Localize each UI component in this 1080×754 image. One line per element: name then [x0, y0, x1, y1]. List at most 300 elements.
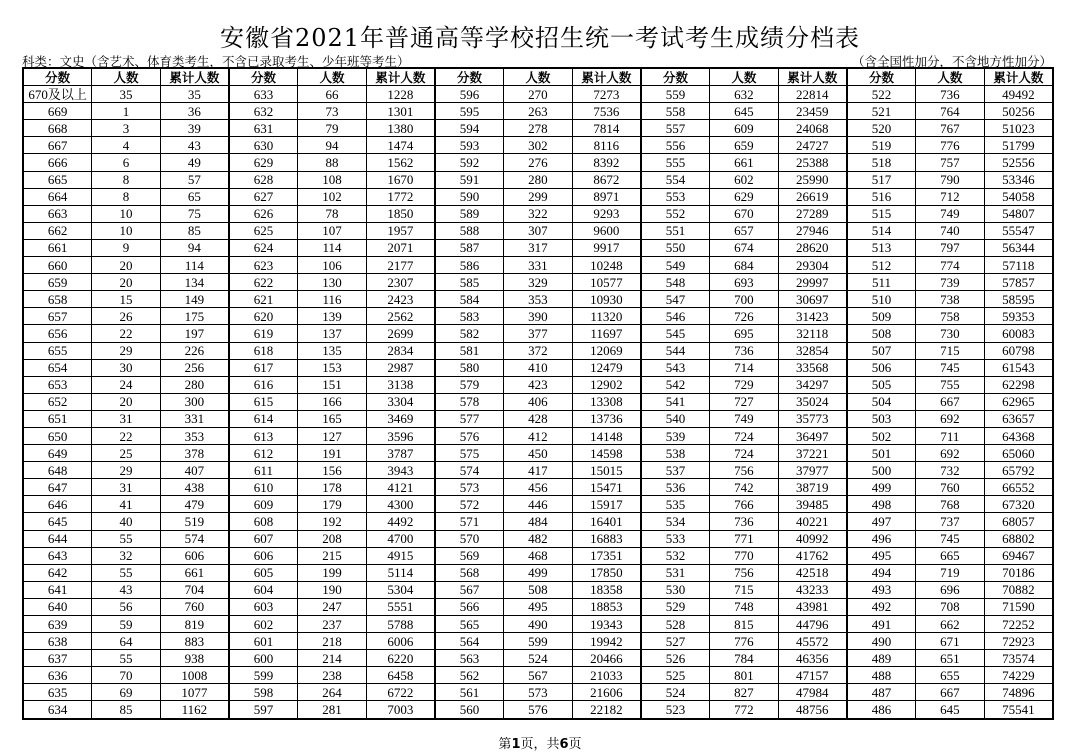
cumulative-cell: 40992 [778, 530, 847, 547]
cumulative-cell: 39 [160, 120, 229, 137]
table-row [23, 701, 1053, 719]
score-cell: 491 [847, 616, 916, 633]
score-cell: 493 [847, 581, 916, 598]
cumulative-cell: 18853 [572, 598, 641, 615]
count-cell: 738 [916, 291, 985, 308]
count-cell: 632 [710, 86, 779, 103]
score-cell: 498 [847, 496, 916, 513]
count-cell: 88 [298, 154, 367, 171]
count-cell: 729 [710, 376, 779, 393]
score-cell: 587 [435, 239, 504, 256]
count-cell: 192 [298, 513, 367, 530]
count-cell: 727 [710, 393, 779, 410]
cumulative-cell: 43233 [778, 581, 847, 598]
cumulative-cell: 1850 [366, 205, 435, 222]
cumulative-cell: 60083 [984, 325, 1053, 342]
score-cell: 556 [641, 137, 710, 154]
score-cell: 486 [847, 701, 916, 719]
cumulative-header: 累计人数 [778, 68, 847, 86]
count-cell: 55 [92, 530, 161, 547]
score-cell: 516 [847, 188, 916, 205]
count-cell: 801 [710, 667, 779, 684]
cumulative-cell: 43981 [778, 598, 847, 615]
score-cell: 530 [641, 581, 710, 598]
score-cell: 563 [435, 650, 504, 667]
cumulative-cell: 3304 [366, 393, 435, 410]
count-cell: 214 [298, 650, 367, 667]
score-cell: 624 [229, 239, 298, 256]
count-cell: 749 [710, 410, 779, 427]
cumulative-cell: 438 [160, 479, 229, 496]
count-cell: 8 [92, 171, 161, 188]
cumulative-cell: 574 [160, 530, 229, 547]
cumulative-header: 累计人数 [572, 68, 641, 86]
cumulative-cell: 74229 [984, 667, 1053, 684]
table-row [23, 205, 1053, 222]
score-cell: 532 [641, 547, 710, 564]
table-row [23, 445, 1053, 462]
score-cell: 656 [23, 325, 92, 342]
count-cell: 30 [92, 359, 161, 376]
score-cell: 528 [641, 616, 710, 633]
cumulative-cell: 57 [160, 171, 229, 188]
count-cell: 25 [92, 445, 161, 462]
cumulative-cell: 883 [160, 633, 229, 650]
cumulative-cell: 3596 [366, 427, 435, 444]
count-cell: 353 [504, 291, 573, 308]
count-cell: 64 [92, 633, 161, 650]
score-cell: 538 [641, 445, 710, 462]
cumulative-cell: 353 [160, 427, 229, 444]
score-cell: 497 [847, 513, 916, 530]
cumulative-cell: 30697 [778, 291, 847, 308]
score-cell: 643 [23, 547, 92, 564]
score-cell: 620 [229, 308, 298, 325]
score-cell: 609 [229, 496, 298, 513]
count-cell: 41 [92, 496, 161, 513]
count-cell: 417 [504, 462, 573, 479]
score-cell: 607 [229, 530, 298, 547]
cumulative-cell: 68802 [984, 530, 1053, 547]
score-cell: 599 [229, 667, 298, 684]
score-header: 分数 [435, 68, 504, 86]
count-cell: 651 [916, 650, 985, 667]
cumulative-cell: 11697 [572, 325, 641, 342]
cumulative-cell: 12479 [572, 359, 641, 376]
cumulative-cell: 56344 [984, 239, 1053, 256]
table-row [23, 171, 1053, 188]
count-cell: 609 [710, 120, 779, 137]
score-cell: 500 [847, 462, 916, 479]
cumulative-cell: 17351 [572, 547, 641, 564]
score-cell: 490 [847, 633, 916, 650]
score-cell: 605 [229, 564, 298, 581]
count-cell: 736 [916, 86, 985, 103]
count-cell: 499 [504, 564, 573, 581]
table-row [23, 376, 1053, 393]
footer-prefix: 第 [498, 737, 512, 752]
score-header: 分数 [229, 68, 298, 86]
cumulative-cell: 1562 [366, 154, 435, 171]
score-cell: 631 [229, 120, 298, 137]
cumulative-cell: 60798 [984, 342, 1053, 359]
count-cell: 748 [710, 598, 779, 615]
count-cell: 179 [298, 496, 367, 513]
cumulative-cell: 4915 [366, 547, 435, 564]
score-cell: 636 [23, 667, 92, 684]
cumulative-cell: 62298 [984, 376, 1053, 393]
score-cell: 544 [641, 342, 710, 359]
score-cell: 590 [435, 188, 504, 205]
score-cell: 601 [229, 633, 298, 650]
cumulative-cell: 256 [160, 359, 229, 376]
count-cell: 756 [710, 564, 779, 581]
score-cell: 655 [23, 342, 92, 359]
table-row [23, 154, 1053, 171]
score-cell: 595 [435, 103, 504, 120]
count-cell: 715 [710, 581, 779, 598]
count-cell: 106 [298, 257, 367, 274]
cumulative-cell: 9293 [572, 205, 641, 222]
count-cell: 307 [504, 222, 573, 239]
count-cell: 151 [298, 376, 367, 393]
score-cell: 606 [229, 547, 298, 564]
score-cell: 487 [847, 684, 916, 701]
score-cell: 592 [435, 154, 504, 171]
score-cell: 496 [847, 530, 916, 547]
footer-page-number: 1 [511, 737, 521, 752]
cumulative-cell: 6722 [366, 684, 435, 701]
count-cell: 70 [92, 667, 161, 684]
count-cell: 700 [710, 291, 779, 308]
cumulative-cell: 57857 [984, 274, 1053, 291]
score-cell: 586 [435, 257, 504, 274]
count-cell: 692 [916, 445, 985, 462]
score-cell: 600 [229, 650, 298, 667]
count-cell: 715 [916, 342, 985, 359]
count-cell: 406 [504, 393, 573, 410]
score-cell: 585 [435, 274, 504, 291]
count-cell: 719 [916, 564, 985, 581]
score-cell: 504 [847, 393, 916, 410]
score-cell: 502 [847, 427, 916, 444]
count-cell: 281 [298, 701, 367, 719]
count-cell: 602 [710, 171, 779, 188]
score-cell: 622 [229, 274, 298, 291]
cumulative-cell: 65792 [984, 462, 1053, 479]
count-cell: 69 [92, 684, 161, 701]
score-cell: 549 [641, 257, 710, 274]
score-cell: 572 [435, 496, 504, 513]
cumulative-cell: 149 [160, 291, 229, 308]
count-cell: 524 [504, 650, 573, 667]
cumulative-cell: 17850 [572, 564, 641, 581]
cumulative-cell: 55547 [984, 222, 1053, 239]
cumulative-cell: 226 [160, 342, 229, 359]
cumulative-cell: 938 [160, 650, 229, 667]
score-cell: 540 [641, 410, 710, 427]
score-cell: 662 [23, 222, 92, 239]
category-note: 科类：文史（含艺术、体育类考生，不含已录取考生、少年班等考生） [22, 54, 410, 69]
score-cell: 614 [229, 410, 298, 427]
cumulative-cell: 52556 [984, 154, 1053, 171]
score-cell: 639 [23, 616, 92, 633]
count-cell: 31 [92, 410, 161, 427]
cumulative-cell: 40221 [778, 513, 847, 530]
cumulative-cell: 819 [160, 616, 229, 633]
score-cell: 588 [435, 222, 504, 239]
cumulative-cell: 26619 [778, 188, 847, 205]
count-cell: 3 [92, 120, 161, 137]
score-cell: 629 [229, 154, 298, 171]
score-cell: 520 [847, 120, 916, 137]
cumulative-cell: 15917 [572, 496, 641, 513]
score-cell: 562 [435, 667, 504, 684]
score-cell: 505 [847, 376, 916, 393]
count-cell: 322 [504, 205, 573, 222]
cumulative-cell: 114 [160, 257, 229, 274]
count-cell: 736 [710, 513, 779, 530]
score-cell: 645 [23, 513, 92, 530]
score-cell: 583 [435, 308, 504, 325]
cumulative-cell: 25388 [778, 154, 847, 171]
score-cell: 667 [23, 137, 92, 154]
count-header: 人数 [916, 68, 985, 86]
table-row [23, 410, 1053, 427]
score-cell: 525 [641, 667, 710, 684]
count-cell: 412 [504, 427, 573, 444]
table-row [23, 667, 1053, 684]
cumulative-cell: 18358 [572, 581, 641, 598]
table-body [23, 86, 1053, 719]
cumulative-cell: 47984 [778, 684, 847, 701]
count-cell: 372 [504, 342, 573, 359]
score-cell: 642 [23, 564, 92, 581]
cumulative-cell: 33568 [778, 359, 847, 376]
count-cell: 714 [710, 359, 779, 376]
table-row [23, 393, 1053, 410]
count-cell: 456 [504, 479, 573, 496]
score-cell: 608 [229, 513, 298, 530]
score-cell: 524 [641, 684, 710, 701]
score-cell: 578 [435, 393, 504, 410]
footer-middle: 页，共 [520, 737, 560, 752]
count-cell: 24 [92, 376, 161, 393]
cumulative-cell: 61543 [984, 359, 1053, 376]
count-cell: 35 [92, 86, 161, 103]
table-row [23, 291, 1053, 308]
count-cell: 711 [916, 427, 985, 444]
cumulative-cell: 72923 [984, 633, 1053, 650]
count-cell: 56 [92, 598, 161, 615]
count-cell: 745 [916, 359, 985, 376]
count-cell: 576 [504, 701, 573, 719]
cumulative-cell: 1772 [366, 188, 435, 205]
count-cell: 724 [710, 427, 779, 444]
count-cell: 776 [710, 633, 779, 650]
score-cell: 657 [23, 308, 92, 325]
table-row [23, 222, 1053, 239]
score-cell: 617 [229, 359, 298, 376]
cumulative-cell: 57118 [984, 257, 1053, 274]
score-cell: 512 [847, 257, 916, 274]
cumulative-cell: 62965 [984, 393, 1053, 410]
score-cell: 535 [641, 496, 710, 513]
page-title: 安徽省2021年普通高等学校招生统一考试考生成绩分档表 [219, 24, 861, 52]
score-cell: 555 [641, 154, 710, 171]
cumulative-cell: 19942 [572, 633, 641, 650]
cumulative-cell: 58595 [984, 291, 1053, 308]
count-cell: 299 [504, 188, 573, 205]
score-cell: 547 [641, 291, 710, 308]
cumulative-cell: 44796 [778, 616, 847, 633]
count-cell: 15 [92, 291, 161, 308]
count-cell: 450 [504, 445, 573, 462]
count-cell: 20 [92, 274, 161, 291]
cumulative-cell: 300 [160, 393, 229, 410]
score-cell: 594 [435, 120, 504, 137]
score-cell: 560 [435, 701, 504, 719]
cumulative-cell: 2307 [366, 274, 435, 291]
cumulative-cell: 27946 [778, 222, 847, 239]
score-cell: 511 [847, 274, 916, 291]
count-cell: 737 [916, 513, 985, 530]
cumulative-cell: 54058 [984, 188, 1053, 205]
count-header: 人数 [710, 68, 779, 86]
count-cell: 740 [916, 222, 985, 239]
score-cell: 574 [435, 462, 504, 479]
cumulative-cell: 64368 [984, 427, 1053, 444]
count-cell: 667 [916, 393, 985, 410]
score-cell: 663 [23, 205, 92, 222]
count-cell: 107 [298, 222, 367, 239]
cumulative-cell: 24727 [778, 137, 847, 154]
table-row [23, 86, 1053, 103]
score-cell: 615 [229, 393, 298, 410]
count-cell: 827 [710, 684, 779, 701]
score-cell: 577 [435, 410, 504, 427]
count-cell: 599 [504, 633, 573, 650]
score-cell: 557 [641, 120, 710, 137]
cumulative-cell: 1957 [366, 222, 435, 239]
table-row [23, 188, 1053, 205]
count-cell: 20 [92, 257, 161, 274]
count-cell: 208 [298, 530, 367, 547]
score-cell: 640 [23, 598, 92, 615]
count-cell: 94 [298, 137, 367, 154]
cumulative-cell: 8971 [572, 188, 641, 205]
table-row [23, 547, 1053, 564]
cumulative-cell: 20466 [572, 650, 641, 667]
score-cell: 632 [229, 103, 298, 120]
count-cell: 645 [710, 103, 779, 120]
table-row [23, 325, 1053, 342]
count-cell: 135 [298, 342, 367, 359]
table-row [23, 616, 1053, 633]
cumulative-cell: 331 [160, 410, 229, 427]
cumulative-cell: 73574 [984, 650, 1053, 667]
cumulative-cell: 69467 [984, 547, 1053, 564]
cumulative-cell: 6220 [366, 650, 435, 667]
score-cell: 653 [23, 376, 92, 393]
table-row [23, 120, 1053, 137]
cumulative-cell: 85 [160, 222, 229, 239]
score-cell: 514 [847, 222, 916, 239]
score-cell: 665 [23, 171, 92, 188]
score-cell: 534 [641, 513, 710, 530]
score-cell: 531 [641, 564, 710, 581]
score-cell: 669 [23, 103, 92, 120]
score-cell: 543 [641, 359, 710, 376]
score-cell: 521 [847, 103, 916, 120]
score-cell: 644 [23, 530, 92, 547]
cumulative-cell: 50256 [984, 103, 1053, 120]
count-cell: 116 [298, 291, 367, 308]
cumulative-cell: 22182 [572, 701, 641, 719]
count-cell: 191 [298, 445, 367, 462]
count-cell: 137 [298, 325, 367, 342]
score-cell: 597 [229, 701, 298, 719]
cumulative-cell: 14598 [572, 445, 641, 462]
score-cell: 646 [23, 496, 92, 513]
count-cell: 674 [710, 239, 779, 256]
score-cell: 550 [641, 239, 710, 256]
score-cell: 627 [229, 188, 298, 205]
cumulative-cell: 23459 [778, 103, 847, 120]
count-cell: 772 [710, 701, 779, 719]
cumulative-cell: 49492 [984, 86, 1053, 103]
cumulative-cell: 197 [160, 325, 229, 342]
cumulative-cell: 7814 [572, 120, 641, 137]
cumulative-cell: 65060 [984, 445, 1053, 462]
count-cell: 29 [92, 462, 161, 479]
count-cell: 629 [710, 188, 779, 205]
cumulative-cell: 74896 [984, 684, 1053, 701]
count-cell: 756 [710, 462, 779, 479]
score-cell: 647 [23, 479, 92, 496]
count-cell: 199 [298, 564, 367, 581]
cumulative-cell: 65 [160, 188, 229, 205]
score-cell: 648 [23, 462, 92, 479]
score-cell: 668 [23, 120, 92, 137]
cumulative-header: 累计人数 [984, 68, 1053, 86]
score-cell: 565 [435, 616, 504, 633]
cumulative-cell: 37977 [778, 462, 847, 479]
table-row [23, 684, 1053, 701]
score-cell: 596 [435, 86, 504, 103]
table-row [23, 633, 1053, 650]
cumulative-cell: 9600 [572, 222, 641, 239]
count-cell: 8 [92, 188, 161, 205]
cumulative-cell: 51023 [984, 120, 1053, 137]
bonus-note: （含全国性加分，不含地方性加分） [851, 54, 1052, 69]
cumulative-cell: 1670 [366, 171, 435, 188]
score-cell: 659 [23, 274, 92, 291]
cumulative-cell: 3138 [366, 376, 435, 393]
cumulative-cell: 29304 [778, 257, 847, 274]
footer-total-pages: 6 [559, 737, 569, 752]
cumulative-cell: 5304 [366, 581, 435, 598]
count-header: 人数 [92, 68, 161, 86]
score-cell: 545 [641, 325, 710, 342]
score-cell: 492 [847, 598, 916, 615]
footer-suffix: 页 [568, 737, 582, 752]
count-cell: 770 [710, 547, 779, 564]
table-row [23, 496, 1053, 513]
count-cell: 127 [298, 427, 367, 444]
table-row [23, 257, 1053, 274]
cumulative-cell: 2987 [366, 359, 435, 376]
